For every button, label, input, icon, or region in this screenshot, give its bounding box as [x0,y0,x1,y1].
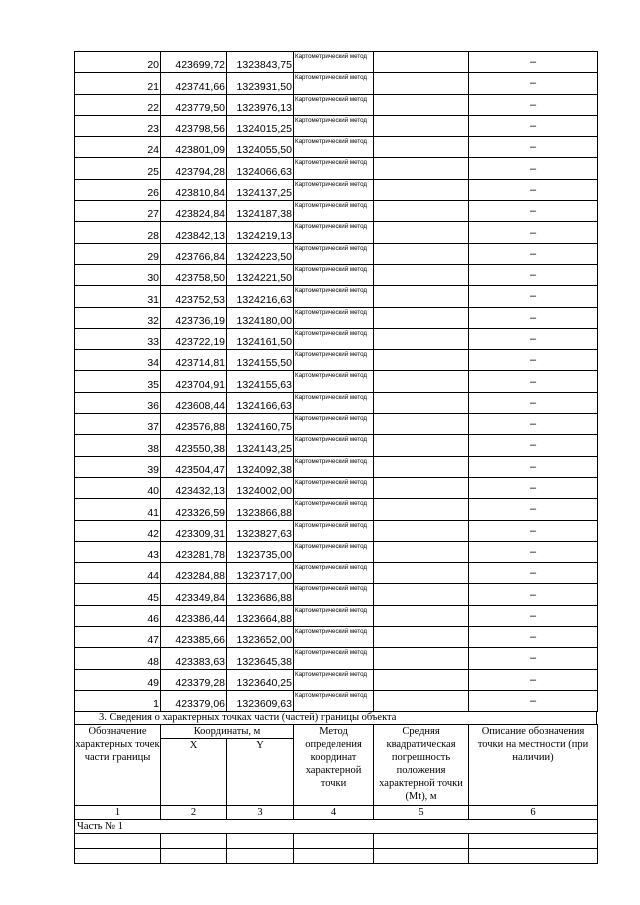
point-method: Картометрический метод [294,456,374,477]
point-error [374,392,469,413]
point-method: Картометрический метод [294,94,374,115]
point-row [75,73,598,94]
point-error [374,137,469,158]
point-description: – [469,499,598,520]
point-x: 423349,84 [161,584,227,605]
point-description: – [469,243,598,264]
point-y: 1324155,50 [227,350,294,371]
empty-cell [374,849,469,864]
point-method: Картометрический метод [294,371,374,392]
part-points-table [74,724,598,864]
point-error [374,52,469,73]
point-description: – [469,520,598,541]
point-y: 1324223,50 [227,243,294,264]
point-error [374,435,469,456]
point-x: 423779,50 [161,94,227,115]
point-number: 49 [75,669,161,690]
point-number: 34 [75,350,161,371]
point-number: 22 [75,94,161,115]
column-number: 6 [469,806,598,820]
point-y: 1324180,00 [227,307,294,328]
point-number: 48 [75,648,161,669]
point-row [75,669,598,690]
point-description: – [469,201,598,222]
empty-cell [294,849,374,864]
point-description: – [469,179,598,200]
point-row [75,243,598,264]
point-method: Картометрический метод [294,605,374,626]
point-error [374,201,469,222]
point-number: 30 [75,264,161,285]
point-method: Картометрический метод [294,414,374,435]
point-row [75,52,598,73]
point-error [374,414,469,435]
point-y: 1324002,00 [227,477,294,498]
point-method: Картометрический метод [294,350,374,371]
point-description: – [469,392,598,413]
point-method: Картометрический метод [294,477,374,498]
point-error [374,648,469,669]
empty-cell [161,834,227,849]
point-error [374,605,469,626]
point-description: – [469,584,598,605]
point-y: 1323664,88 [227,605,294,626]
point-x: 423326,59 [161,499,227,520]
point-method: Картометрический метод [294,328,374,349]
point-y: 1324187,38 [227,201,294,222]
point-row [75,435,598,456]
point-number: 36 [75,392,161,413]
point-number: 41 [75,499,161,520]
header-coords: Координаты, м [161,725,294,739]
point-row [75,158,598,179]
point-row [75,541,598,562]
point-description: – [469,669,598,690]
point-number: 39 [75,456,161,477]
point-x: 423386,44 [161,605,227,626]
point-y: 1323652,00 [227,627,294,648]
point-x: 423752,53 [161,286,227,307]
point-description: – [469,627,598,648]
column-number: 5 [374,806,469,820]
point-description: – [469,690,598,711]
point-y: 1323827,63 [227,520,294,541]
point-method: Картометрический метод [294,115,374,136]
empty-cell [374,834,469,849]
point-y: 1324166,63 [227,392,294,413]
point-y: 1324161,50 [227,328,294,349]
point-error [374,243,469,264]
point-y: 1324015,25 [227,115,294,136]
point-x: 423798,56 [161,115,227,136]
point-number: 42 [75,520,161,541]
point-method: Картометрический метод [294,499,374,520]
point-x: 423722,19 [161,328,227,349]
point-row [75,648,598,669]
point-row [75,328,598,349]
point-y: 1324216,63 [227,286,294,307]
point-x: 423741,66 [161,73,227,94]
point-error [374,350,469,371]
point-error [374,307,469,328]
point-row [75,371,598,392]
point-description: – [469,286,598,307]
point-number: 37 [75,414,161,435]
point-method: Картометрический метод [294,179,374,200]
point-description: – [469,264,598,285]
point-method: Картометрический метод [294,307,374,328]
empty-cell [294,834,374,849]
column-number: 4 [294,806,374,820]
empty-cell [75,834,161,849]
point-method: Картометрический метод [294,243,374,264]
point-x: 423810,84 [161,179,227,200]
point-error [374,669,469,690]
point-row [75,137,598,158]
point-y: 1324137,25 [227,179,294,200]
point-x: 423550,38 [161,435,227,456]
point-method: Картометрический метод [294,137,374,158]
point-x: 423504,47 [161,456,227,477]
point-method: Картометрический метод [294,563,374,584]
point-error [374,94,469,115]
point-row [75,477,598,498]
point-number: 46 [75,605,161,626]
point-error [374,371,469,392]
point-x: 423432,13 [161,477,227,498]
point-method: Картометрический метод [294,435,374,456]
point-x: 423284,88 [161,563,227,584]
point-y: 1323645,38 [227,648,294,669]
point-row [75,392,598,413]
point-row [75,222,598,243]
empty-cell [227,849,294,864]
point-y: 1324219,13 [227,222,294,243]
point-description: – [469,456,598,477]
point-row [75,499,598,520]
point-row [75,201,598,222]
point-row [75,286,598,307]
point-description: – [469,328,598,349]
point-error [374,584,469,605]
point-error [374,264,469,285]
point-row [75,414,598,435]
point-description: – [469,137,598,158]
point-error [374,158,469,179]
point-description: – [469,115,598,136]
point-x: 423801,09 [161,137,227,158]
point-number: 40 [75,477,161,498]
point-number: 25 [75,158,161,179]
point-method: Картометрический метод [294,690,374,711]
point-number: 38 [75,435,161,456]
point-y: 1323735,00 [227,541,294,562]
point-number: 26 [75,179,161,200]
point-y: 1323640,25 [227,669,294,690]
point-error [374,541,469,562]
point-y: 1324221,50 [227,264,294,285]
point-row [75,307,598,328]
point-y: 1324155,63 [227,371,294,392]
empty-cell [75,849,161,864]
point-number: 33 [75,328,161,349]
point-method: Картометрический метод [294,222,374,243]
point-number: 24 [75,137,161,158]
point-description: – [469,350,598,371]
point-description: – [469,94,598,115]
header-method: Метод определения координат характерной точки [294,725,374,806]
point-x: 423794,28 [161,158,227,179]
point-error [374,499,469,520]
point-x: 423379,06 [161,690,227,711]
point-error [374,222,469,243]
point-error [374,286,469,307]
point-x: 423309,31 [161,520,227,541]
point-error [374,73,469,94]
column-number: 2 [161,806,227,820]
point-y: 1323843,75 [227,52,294,73]
point-x: 423842,13 [161,222,227,243]
point-y: 1323609,63 [227,690,294,711]
point-x: 423766,84 [161,243,227,264]
point-error [374,115,469,136]
empty-cell [227,834,294,849]
point-error [374,456,469,477]
point-method: Картометрический метод [294,541,374,562]
point-method: Картометрический метод [294,520,374,541]
point-y: 1323717,00 [227,563,294,584]
point-x: 423699,72 [161,52,227,73]
document-sheet [74,51,597,864]
point-method: Картометрический метод [294,201,374,222]
header-error: Средняя квадратическая погрешность положения характерной точки (Mt), м [374,725,469,806]
point-y: 1324055,50 [227,137,294,158]
point-x: 423385,66 [161,627,227,648]
point-method: Картометрический метод [294,286,374,307]
point-description: – [469,158,598,179]
empty-cell [469,849,598,864]
point-number: 31 [75,286,161,307]
point-description: – [469,414,598,435]
empty-cell [469,834,598,849]
point-error [374,520,469,541]
point-method: Картометрический метод [294,669,374,690]
point-number: 47 [75,627,161,648]
point-number: 21 [75,73,161,94]
point-y: 1324143,25 [227,435,294,456]
point-x: 423383,63 [161,648,227,669]
boundary-points-table [74,51,598,712]
point-method: Картометрический метод [294,158,374,179]
point-method: Картометрический метод [294,264,374,285]
point-x: 423379,28 [161,669,227,690]
point-y: 1323976,13 [227,94,294,115]
point-number: 43 [75,541,161,562]
point-number: 28 [75,222,161,243]
part-label: Часть № 1 [75,820,598,834]
point-row [75,350,598,371]
point-x: 423714,81 [161,350,227,371]
point-number: 20 [75,52,161,73]
header-x: X [161,739,227,806]
point-row [75,94,598,115]
point-x: 423704,91 [161,371,227,392]
header-y: Y [227,739,294,806]
point-x: 423758,50 [161,264,227,285]
point-description: – [469,371,598,392]
point-description: – [469,648,598,669]
point-method: Картометрический метод [294,648,374,669]
point-description: – [469,435,598,456]
point-number: 1 [75,690,161,711]
point-error [374,690,469,711]
point-row [75,627,598,648]
point-row [75,563,598,584]
point-number: 23 [75,115,161,136]
point-number: 35 [75,371,161,392]
point-error [374,328,469,349]
empty-cell [161,849,227,864]
point-x: 423608,44 [161,392,227,413]
point-x: 423281,78 [161,541,227,562]
point-y: 1323686,88 [227,584,294,605]
point-method: Картометрический метод [294,73,374,94]
header-description: Описание обозначения точки на местности (при наличии) [469,725,598,806]
point-number: 29 [75,243,161,264]
point-number: 32 [75,307,161,328]
point-x: 423576,88 [161,414,227,435]
point-method: Картометрический метод [294,584,374,605]
section-3-title: 3. Сведения о характерных точках части (частей) границы объекта [74,712,597,724]
point-y: 1324092,38 [227,456,294,477]
point-y: 1324066,63 [227,158,294,179]
point-description: – [469,563,598,584]
point-row [75,584,598,605]
point-row [75,605,598,626]
point-number: 45 [75,584,161,605]
point-x: 423736,19 [161,307,227,328]
point-row [75,520,598,541]
point-description: – [469,541,598,562]
point-row [75,179,598,200]
point-method: Картометрический метод [294,392,374,413]
point-y: 1323931,50 [227,73,294,94]
header-designation: Обозначение характерных точек части границы [75,725,161,806]
point-description: – [469,222,598,243]
point-description: – [469,73,598,94]
point-y: 1324160,75 [227,414,294,435]
point-description: – [469,307,598,328]
point-row [75,456,598,477]
point-description: – [469,477,598,498]
point-number: 44 [75,563,161,584]
point-row [75,690,598,711]
point-number: 27 [75,201,161,222]
point-description: – [469,52,598,73]
point-row [75,115,598,136]
point-method: Картометрический метод [294,627,374,648]
point-error [374,627,469,648]
point-error [374,563,469,584]
column-number: 1 [75,806,161,820]
point-y: 1323866,88 [227,499,294,520]
point-error [374,179,469,200]
point-description: – [469,605,598,626]
point-x: 423824,84 [161,201,227,222]
point-method: Картометрический метод [294,52,374,73]
point-row [75,264,598,285]
column-number: 3 [227,806,294,820]
point-error [374,477,469,498]
